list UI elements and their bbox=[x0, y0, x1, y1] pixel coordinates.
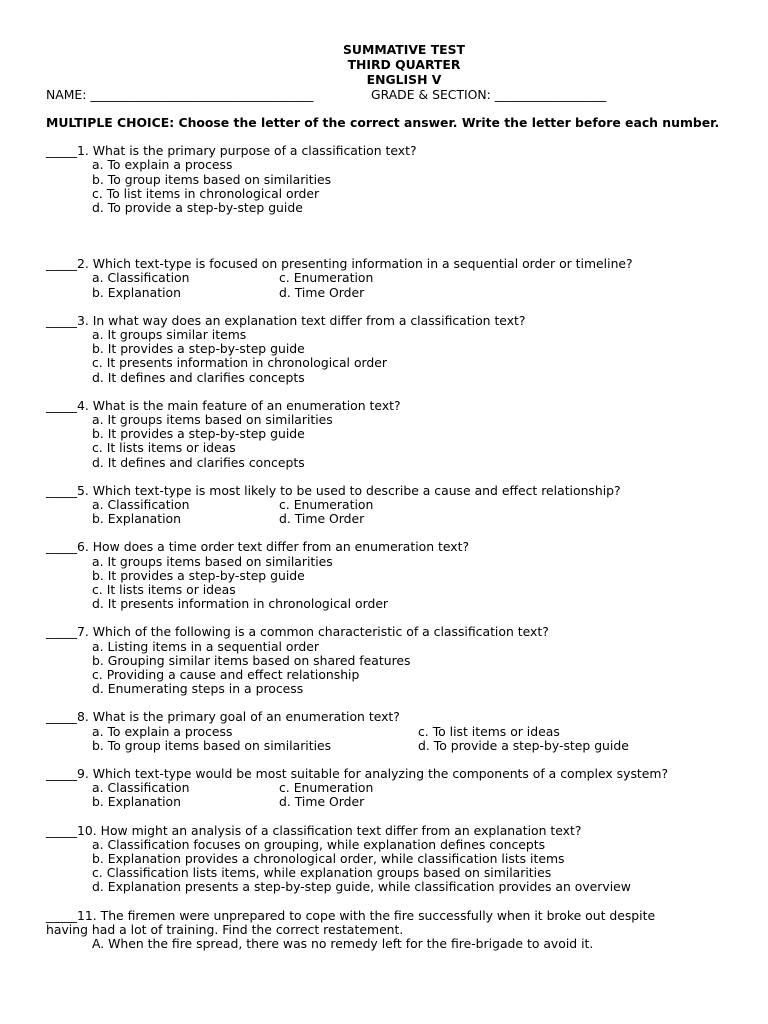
question-8 bbox=[46, 710, 736, 753]
option-c: c. It lists items or ideas bbox=[92, 581, 236, 597]
option-b: b. Explanation bbox=[92, 284, 181, 300]
name-field[interactable]: NAME: ____________________________________ bbox=[46, 86, 314, 102]
option-a: a. Classification bbox=[92, 270, 190, 286]
option-row bbox=[46, 739, 736, 753]
option-b: b. It provides a step-by-step guide bbox=[92, 567, 305, 583]
option-a: a. It groups items based on similarities bbox=[92, 553, 333, 569]
option-row bbox=[46, 795, 736, 809]
question-stem: _____2. Which text-type is focused on presenting information in a sequential order or timeline? bbox=[46, 256, 633, 272]
option-b: b. To group items based on similarities bbox=[92, 737, 332, 753]
header-quarter: THIRD QUARTER bbox=[347, 57, 461, 73]
option-a: a. It groups similar items bbox=[92, 326, 247, 342]
question-6 bbox=[46, 540, 736, 611]
question-stem: _____3. In what way does an explanation text differ from a classification text? bbox=[46, 312, 526, 328]
question-3 bbox=[46, 314, 736, 385]
option-c: c. Enumeration bbox=[279, 496, 374, 512]
question-stem: _____5. Which text-type is most likely to be used to describe a cause and effect relationship? bbox=[46, 482, 621, 498]
question-5 bbox=[46, 484, 736, 527]
option-d: d. Explanation presents a step-by-step guide, while classification provides an overview bbox=[92, 879, 631, 895]
question-stem: _____10. How might an analysis of a classification text differ from an explanation text? bbox=[46, 822, 582, 838]
option-a: a. Classification bbox=[92, 780, 190, 796]
option-c: c. Classification lists items, while explanation groups based on similarities bbox=[92, 865, 552, 881]
option-b: b. Explanation provides a chronological order, while classification lists items bbox=[92, 850, 565, 866]
header-title: SUMMATIVE TEST bbox=[343, 42, 465, 57]
test-page bbox=[46, 42, 736, 951]
option-c: c. To list items in chronological order bbox=[92, 185, 320, 201]
question-stem-line-1: _____11. The firemen were unprepared to cope with the fire successfully when it broke out despite bbox=[46, 907, 656, 923]
option-d: d. It defines and clarifies concepts bbox=[92, 454, 305, 470]
question-stem: _____1. What is the primary purpose of a classification text? bbox=[46, 143, 417, 159]
option-d: d. Time Order bbox=[279, 794, 365, 810]
option-d: d. To provide a step-by-step guide bbox=[92, 199, 303, 215]
blank-space bbox=[46, 215, 736, 257]
option-a: a. Listing items in a sequential order bbox=[92, 638, 319, 654]
option-a: a. Classification bbox=[92, 496, 190, 512]
question-2 bbox=[46, 257, 736, 300]
option-c: c. To list items or ideas bbox=[418, 723, 560, 739]
option-c: c. Enumeration bbox=[279, 780, 374, 796]
option-row bbox=[46, 286, 736, 300]
option-b: b. Explanation bbox=[92, 794, 181, 810]
grade-section-field[interactable]: GRADE & SECTION: __________________ bbox=[371, 86, 607, 102]
option-d: d. Time Order bbox=[279, 511, 365, 527]
header-subject: ENGLISH V bbox=[366, 72, 442, 88]
option-row bbox=[46, 725, 736, 739]
question-9 bbox=[46, 767, 736, 810]
question-stem: _____8. What is the primary goal of an enumeration text? bbox=[46, 709, 400, 725]
question-stem: _____4. What is the main feature of an enumeration text? bbox=[46, 397, 401, 413]
option-d: d. To provide a step-by-step guide bbox=[418, 737, 629, 753]
instructions: MULTIPLE CHOICE: Choose the letter of the correct answer. Write the letter before each number. bbox=[46, 114, 720, 130]
option-b: b. It provides a step-by-step guide bbox=[92, 341, 305, 357]
option-d: d. It defines and clarifies concepts bbox=[92, 369, 305, 385]
option-a: a. To explain a process bbox=[92, 157, 233, 173]
option-c: c. Providing a cause and effect relationship bbox=[92, 666, 360, 682]
option-row bbox=[46, 512, 736, 526]
option-a: a. To explain a process bbox=[92, 723, 233, 739]
question-stem: _____9. Which text-type would be most suitable for analyzing the components of a complex system? bbox=[46, 765, 669, 781]
option-d: d. Enumerating steps in a process bbox=[92, 681, 304, 697]
option-b: b. Explanation bbox=[92, 511, 181, 527]
option-row bbox=[46, 271, 736, 285]
option-row bbox=[46, 498, 736, 512]
question-stem-line-2: having had a lot of training. Find the correct restatement. bbox=[46, 921, 404, 937]
option-row bbox=[46, 781, 736, 795]
option-a: a. It groups items based on similarities bbox=[92, 411, 333, 427]
option-a: a. Classification focuses on grouping, while explanation defines concepts bbox=[92, 836, 546, 852]
question-7 bbox=[46, 625, 736, 696]
question-11 bbox=[46, 909, 736, 952]
option-b: b. Grouping similar items based on shared features bbox=[92, 652, 411, 668]
option-b: b. It provides a step-by-step guide bbox=[92, 426, 305, 442]
option-a: A. When the fire spread, there was no remedy left for the fire-brigade to avoid it. bbox=[92, 935, 594, 951]
question-10 bbox=[46, 824, 736, 895]
option-d: d. Time Order bbox=[279, 284, 365, 300]
option-b: b. To group items based on similarities bbox=[92, 171, 332, 187]
option-c: c. Enumeration bbox=[279, 270, 374, 286]
option-c: c. It presents information in chronological order bbox=[92, 355, 387, 371]
option-c: c. It lists items or ideas bbox=[92, 440, 236, 456]
option-d: d. It presents information in chronological order bbox=[92, 596, 389, 612]
question-4 bbox=[46, 399, 736, 470]
test-header bbox=[72, 42, 736, 88]
question-1 bbox=[46, 144, 736, 215]
student-info-row bbox=[46, 88, 736, 104]
question-stem: _____7. Which of the following is a common characteristic of a classification text? bbox=[46, 624, 549, 640]
question-stem: _____6. How does a time order text differ from an enumeration text? bbox=[46, 539, 470, 555]
